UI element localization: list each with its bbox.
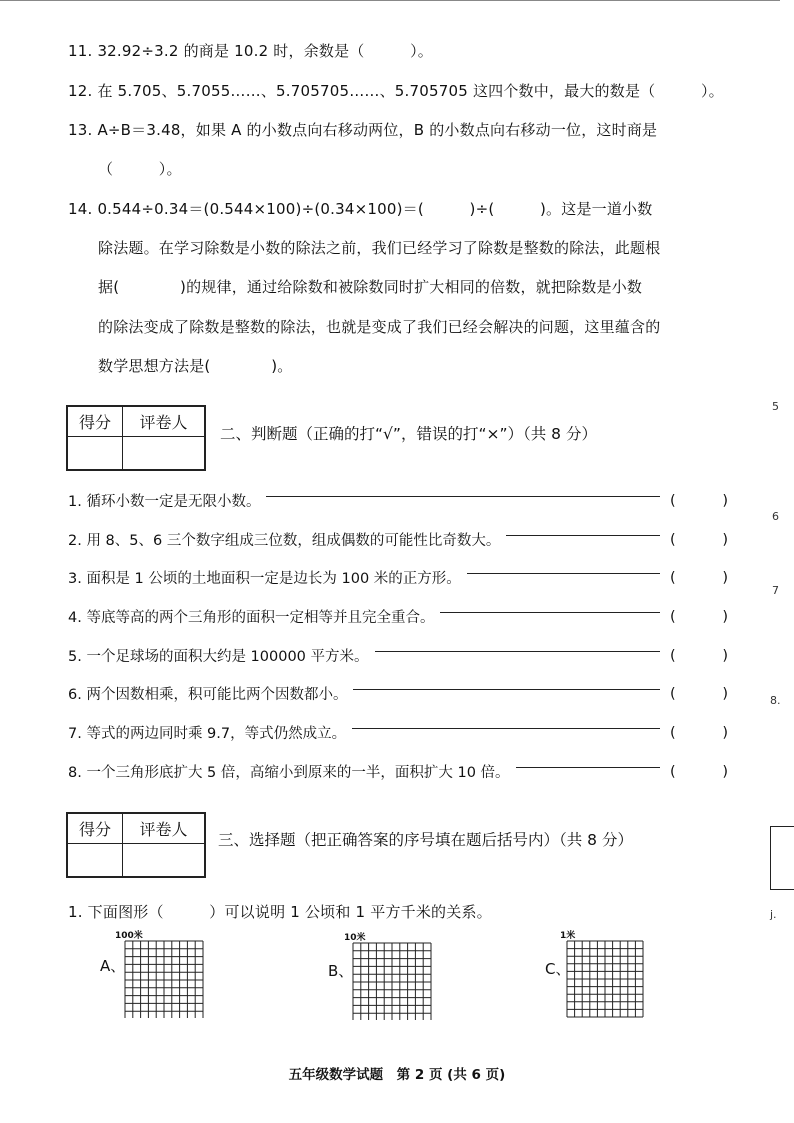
question-text: 0.544÷0.34＝(0.544×100)÷(0.34×100)＝( )÷( )。这是一道小数	[97, 200, 653, 218]
question-14-line-2	[98, 237, 660, 258]
judge-item	[68, 529, 728, 550]
answer-paren[interactable]: ( )	[670, 531, 728, 548]
question-text: （ ）。	[98, 160, 182, 178]
top-rule	[0, 0, 780, 1]
score-cell[interactable]	[68, 437, 123, 470]
judge-text: 6. 两个因数相乘，积可能比两个因数都小。	[68, 687, 348, 703]
section-3-title: 三、选择题（把正确答案的序号填在题后括号内）（共 8 分）	[218, 831, 633, 849]
question-text: 在 5.705、5.7055……、5.705705……、5.705705 这四个数中，最大的数是（ ）。	[97, 82, 724, 100]
leader-line	[516, 767, 660, 768]
judge-item	[68, 683, 728, 704]
score-box-section-3	[66, 812, 206, 878]
leader-line	[440, 612, 660, 613]
question-13	[68, 119, 657, 140]
judge-item	[68, 490, 728, 511]
question-13-cont	[98, 158, 182, 179]
grader-label: 评卷人	[123, 407, 205, 437]
answer-paren[interactable]: ( )	[670, 608, 728, 625]
question-12	[68, 80, 724, 101]
page-footer: 五年级数学试题 第 2 页 (共 6 页)	[288, 1067, 506, 1083]
grid-b-lines	[353, 943, 431, 1020]
option-a-label: A、	[100, 957, 126, 975]
question-text: 的除法变成了除数是整数的除法，也就是变成了我们已经会解决的问题，这里蕴含的	[98, 318, 661, 336]
judge-text: 8. 一个三角形底扩大 5 倍，高缩小到原来的一半，面积扩大 10 倍。	[68, 765, 510, 781]
question-14-line-3	[98, 276, 642, 297]
judge-text: 7. 等式的两边同时乘 9.7，等式仍然成立。	[68, 726, 347, 742]
edge-mark: 7	[772, 584, 779, 597]
grader-label: 评卷人	[123, 814, 205, 844]
score-box-section-2	[66, 405, 206, 471]
grid-c-figure	[564, 938, 650, 1018]
question-text: A÷B＝3.48，如果 A 的小数点向右移动两位，B 的小数点向右移动一位，这时商是	[97, 121, 658, 139]
question-text: 除法题。在学习除数是小数的除法之前，我们已经学习了除数是整数的除法，此题根	[98, 239, 661, 257]
grader-cell[interactable]	[123, 844, 205, 877]
question-number: 12.	[68, 82, 93, 100]
judge-item	[68, 606, 728, 627]
option-b-label: B、	[328, 962, 354, 980]
option-c-scale: 1米	[560, 931, 576, 941]
grid-a-lines	[125, 941, 203, 1018]
grid-c-lines	[567, 941, 643, 1017]
edge-box-fragment	[770, 826, 794, 890]
answer-paren[interactable]: ( )	[670, 685, 728, 702]
question-14-line-4	[98, 316, 660, 337]
answer-paren[interactable]: ( )	[670, 724, 728, 741]
judge-item	[68, 761, 728, 782]
question-text: 据( )的规律，通过给除数和被除数同时扩大相同的倍数，就把除数是小数	[98, 278, 643, 296]
grader-cell[interactable]	[123, 437, 205, 470]
question-14	[68, 198, 652, 219]
judge-item	[68, 567, 728, 588]
answer-paren[interactable]: ( )	[670, 492, 728, 509]
judge-text: 5. 一个足球场的面积大约是 100000 平方米。	[68, 649, 369, 665]
edge-mark: 6	[772, 510, 779, 523]
score-label: 得分	[68, 814, 123, 844]
judge-item	[68, 645, 728, 666]
answer-paren[interactable]: ( )	[670, 569, 728, 586]
question-number: 14.	[68, 200, 93, 218]
judge-text: 4. 等底等高的两个三角形的面积一定相等并且完全重合。	[68, 610, 435, 626]
grid-b-figure	[350, 940, 436, 1020]
score-cell[interactable]	[68, 844, 123, 877]
option-a-scale: 100米	[115, 931, 143, 941]
leader-line	[353, 689, 660, 690]
leader-line	[467, 573, 660, 574]
judge-text: 1. 循环小数一定是无限小数。	[68, 494, 261, 510]
leader-line	[266, 496, 660, 497]
leader-line	[375, 651, 660, 652]
answer-paren[interactable]: ( )	[670, 763, 728, 780]
judge-item	[68, 722, 728, 743]
edge-mark: 5	[772, 400, 779, 413]
grid-a-figure	[122, 938, 208, 1018]
option-b-scale: 10米	[344, 933, 366, 943]
score-label: 得分	[68, 407, 123, 437]
judge-text: 2. 用 8、5、6 三个数字组成三位数，组成偶数的可能性比奇数大。	[68, 533, 501, 549]
question-text: 32.92÷3.2 的商是 10.2 时，余数是（ ）。	[97, 42, 434, 60]
edge-mark: j.	[770, 908, 777, 921]
option-c-label: C、	[545, 960, 571, 978]
question-number: 11.	[68, 42, 93, 60]
section-2-title: 二、判断题（正确的打“√”，错误的打“×”）（共 8 分）	[220, 425, 597, 443]
question-11	[68, 40, 433, 61]
edge-mark: 8.	[770, 694, 781, 707]
answer-paren[interactable]: ( )	[670, 647, 728, 664]
choice-question-1: 1. 下面图形（ ）可以说明 1 公顷和 1 平方千米的关系。	[68, 903, 492, 921]
leader-line	[352, 728, 660, 729]
question-14-line-5	[98, 355, 293, 376]
judge-text: 3. 面积是 1 公顷的土地面积一定是边长为 100 米的正方形。	[68, 571, 461, 587]
leader-line	[506, 535, 660, 536]
question-text: 数学思想方法是( )。	[98, 357, 293, 375]
question-number: 13.	[68, 121, 93, 139]
